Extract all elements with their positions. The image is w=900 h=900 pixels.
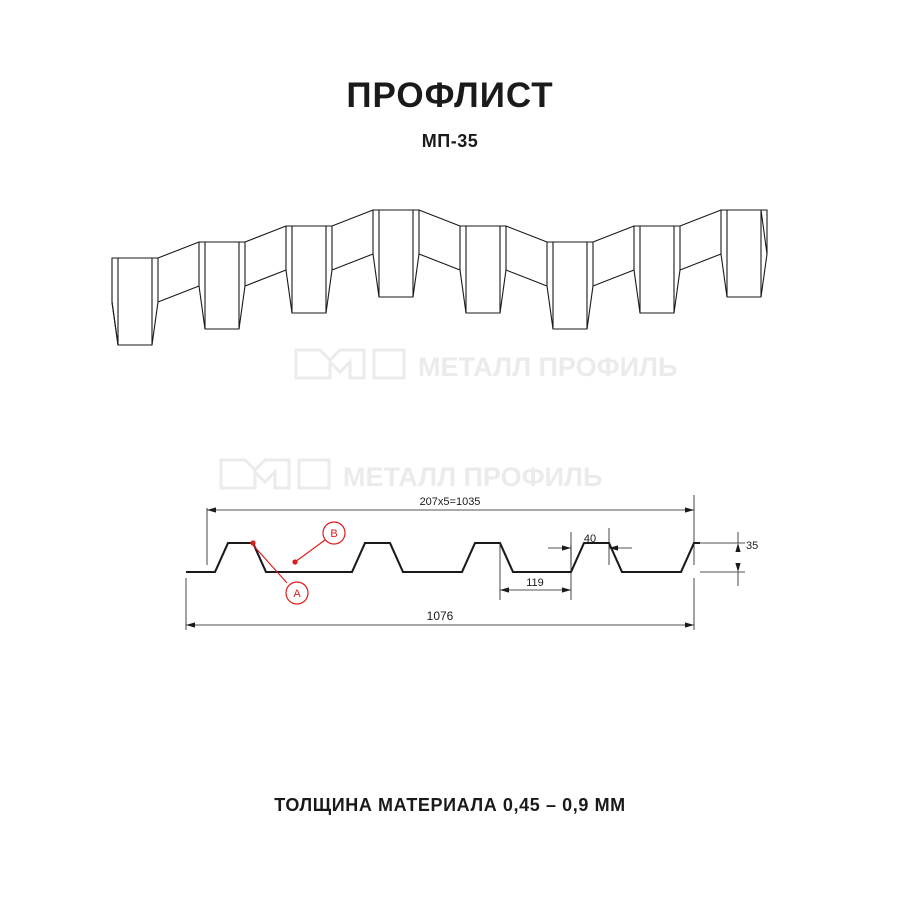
watermark-text-top: МЕТАЛЛ ПРОФИЛЬ	[418, 352, 678, 382]
callout-b-label: B	[330, 528, 338, 540]
cross-section-drawing	[0, 470, 900, 720]
material-thickness-note: ТОЛЩИНА МАТЕРИАЛА 0,45 – 0,9 ММ	[274, 795, 626, 815]
page-subtitle: МП-35	[421, 131, 479, 151]
dim-label-useful-width: 207х5=1035	[419, 496, 481, 508]
isometric-profile-view	[0, 0, 900, 430]
page-title: ПРОФЛИСТ	[346, 76, 554, 115]
dim-label-rib-pitch: 119	[526, 577, 544, 589]
dim-label-rib-top-width: 40	[583, 533, 597, 545]
watermark-text-bottom: МЕТАЛЛ ПРОФИЛЬ	[343, 462, 603, 492]
callout-b	[292, 522, 345, 565]
dim-label-profile-height: 35	[746, 540, 759, 552]
callout-a-label: A	[293, 588, 301, 600]
dim-label-total-width: 1076	[426, 609, 454, 623]
